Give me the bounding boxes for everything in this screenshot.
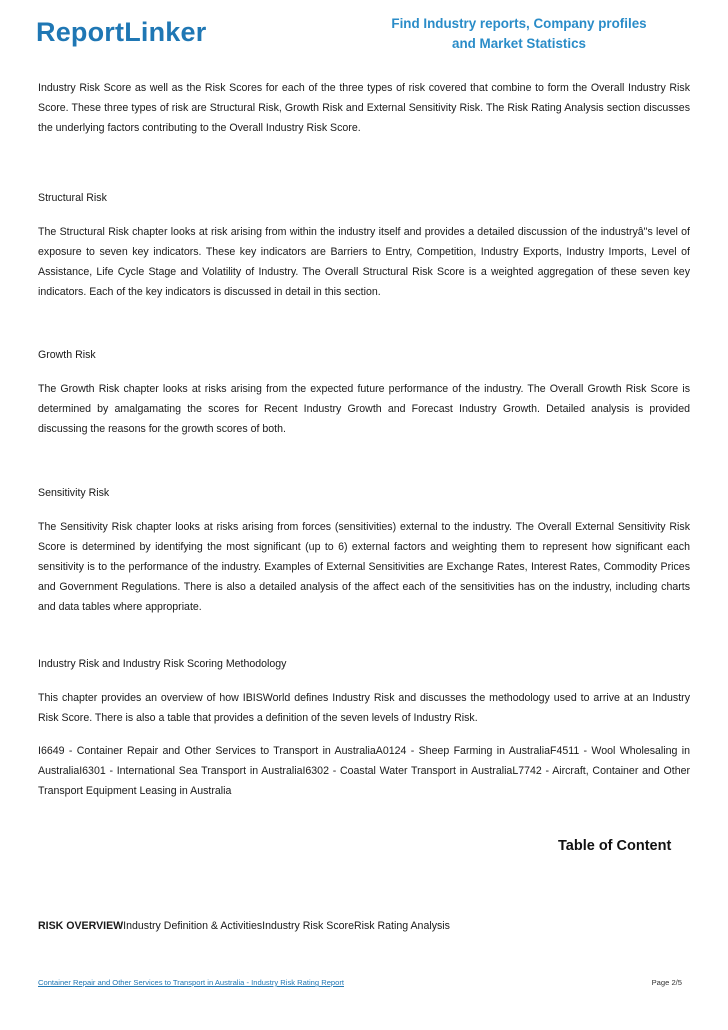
section-body: This chapter provides an overview of how IBISWorld defines Industry Risk and discusses the methodology used to arrive at an Industry Risk Score. There is also a table that provides a definition of the seven levels of Industry Risk.	[38, 692, 690, 724]
section-body: The Growth Risk chapter looks at risks arising from the expected future performance of the industry. The Overall Growth Risk Score is determined by amalgamating the scores for Recent Industry Growth and Forecast Industry Growth. Detailed analysis is provided discussing the reasons for the growth scores of both.	[38, 383, 690, 435]
section-heading: Sensitivity Risk	[38, 487, 110, 499]
tagline-line-1: Find Industry reports, Company profiles	[391, 16, 647, 31]
section-heading: Industry Risk and Industry Risk Scoring Methodology	[38, 658, 287, 670]
toc-rest-entries: Industry Definition & ActivitiesIndustry Risk ScoreRisk Rating Analysis	[123, 920, 450, 932]
related-reports-list: I6649 - Container Repair and Other Services to Transport in AustraliaA0124 - Sheep Farming in AustraliaF4511 - Wool Wholesaling in AustraliaI6301 - International Sea Transport in AustraliaI6302 - Coastal Water Transport in AustraliaL7742 - Aircraft, Container and Other Transport Equipment Leasing in Australia	[38, 745, 690, 797]
reportlinker-logo[interactable]: ReportLinker	[36, 17, 207, 47]
intro-paragraph: Industry Risk Score as well as the Risk Scores for each of the three types of risk covered that combine to form the Overall Industry Risk Score. These three types of risk are Structural Risk, Growth Risk and External Sensitivity Risk. The Risk Rating Analysis section discusses the underlying factors contributing to the Overall Industry Risk Score.	[38, 82, 690, 134]
footer-report-link[interactable]: Container Repair and Other Services to Transport in Australia - Industry Risk Rating Report	[38, 978, 344, 987]
toc-bold-entry: RISK OVERVIEW	[38, 920, 124, 932]
toc-title: Table of Content	[558, 838, 672, 854]
section-structural-risk	[38, 188, 690, 302]
section-body: The Structural Risk chapter looks at risk arising from within the industry itself and provides a detailed discussion of the industryâ"s level of exposure to seven key indicators. These key indicators are Barriers to Entry, Competition, Industry Exports, Industry Imports, Level of Assistance, Life Cycle Stage and Volatility of Industry. The Overall Structural Risk Score is a weighted aggregation of these seven key indicators. Each of the key indicators is discussed in detail in this section.	[38, 226, 690, 298]
section-heading: Growth Risk	[38, 349, 96, 361]
section-heading: Structural Risk	[38, 192, 107, 204]
intro-block	[38, 78, 690, 138]
section-sensitivity-risk	[38, 483, 690, 617]
section-growth-risk	[38, 345, 690, 439]
page-footer	[38, 978, 690, 987]
page-header	[0, 0, 728, 70]
section-methodology	[38, 654, 690, 801]
page-number: Page 2/5	[651, 978, 682, 987]
tagline-line-2: and Market Statistics	[452, 36, 586, 51]
header-tagline	[380, 14, 658, 54]
section-body: The Sensitivity Risk chapter looks at risks arising from forces (sensitivities) external to the industry. The Overall External Sensitivity Risk Score is determined by identifying the most significant (up to 6) external factors and weighting them to represent how significant each sensitivity is to the performance of the industry. Examples of External Sensitivities are Exchange Rates, Interest Rates, Commodity Prices and Government Regulations. There is also a detailed analysis of the affect each of the sensitivities has on the industry, including charts and data tables where appropriate.	[38, 521, 690, 613]
toc-entries	[38, 916, 450, 936]
